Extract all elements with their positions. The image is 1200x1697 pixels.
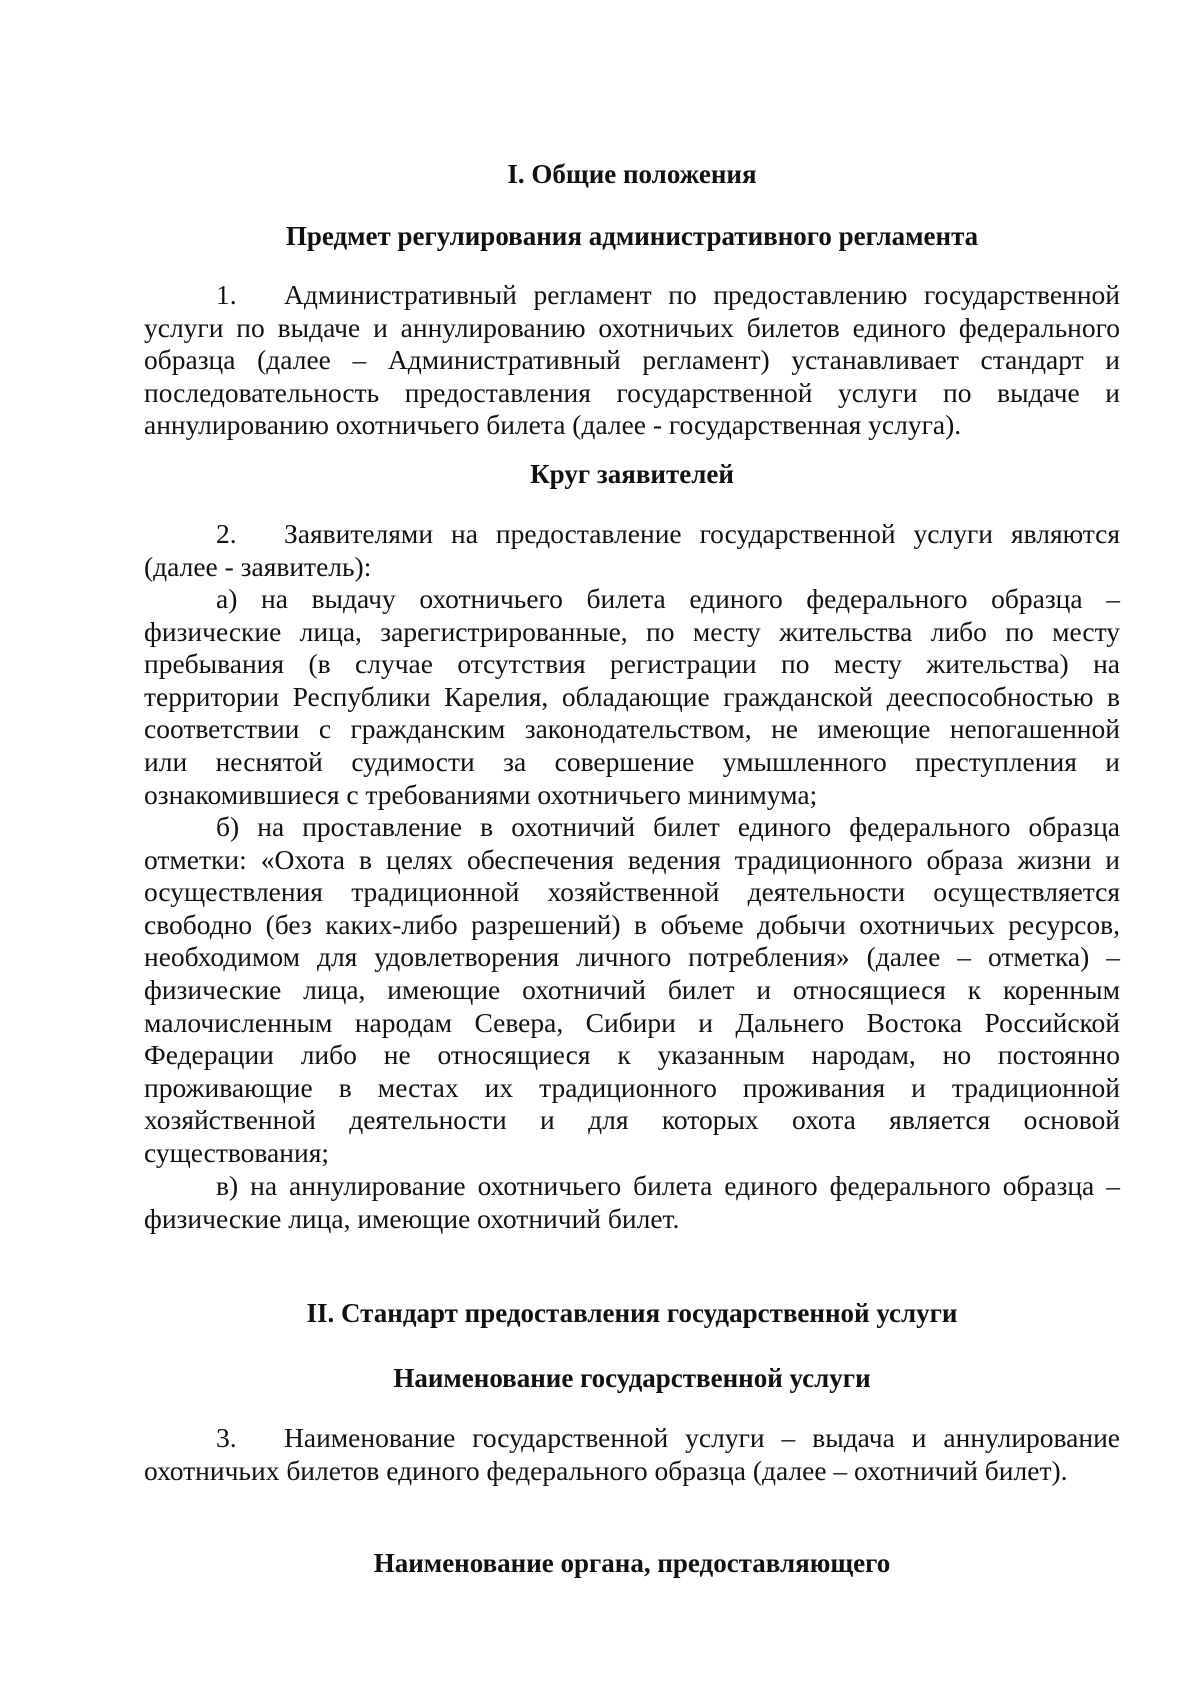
paragraph-line: малочисленным народам Севера, Сибири и Дальнего Востока Российской <box>144 1006 1120 1038</box>
subheading-subject: Предмет регулирования административного регламента <box>285 221 979 251</box>
paragraph-line: осуществления традиционной хозяйственной деятельности осуществляется <box>144 876 1120 908</box>
paragraph-line: 3. Наименование государственной услуги – выдача и аннулирование <box>216 1422 1120 1453</box>
paragraph-1 <box>144 279 1120 442</box>
paragraph-line: территории Республики Карелия, обладающие гражданской дееспособностью в <box>144 680 1120 712</box>
paragraph-line: физические лица, имеющие охотничий билет и относящиеся к коренным <box>144 973 1120 1005</box>
subparagraph-b <box>144 811 1120 1170</box>
paragraph-line: последовательность предоставления государственной услуги по выдаче и <box>144 376 1120 408</box>
paragraph-number: 2. <box>216 518 237 549</box>
subparagraph-v <box>144 1170 1120 1235</box>
paragraph-2 <box>144 518 1120 583</box>
paragraph-line: ознакомившиеся с требованиями охотничьего минимума; <box>144 778 818 810</box>
paragraph-line: аннулированию охотничьего билета (далее - государственная услуга). <box>144 409 962 441</box>
subheading-authority: Наименование органа, предоставляющего <box>373 1548 891 1578</box>
paragraph-line: (далее - заявитель): <box>144 550 372 582</box>
paragraph-line: отметки: «Охота в целях обеспечения ведения традиционного образа жизни и <box>144 843 1120 875</box>
paragraph-line: пребывания (в случае отсутствия регистрации по месту жительства) на <box>144 648 1120 680</box>
paragraph-number: 3. <box>216 1422 237 1453</box>
subheading-service-name: Наименование государственной услуги <box>393 1363 871 1393</box>
paragraph-line: свободно (без каких-либо разрешений) в объеме добычи охотничьих ресурсов, <box>144 908 1120 940</box>
paragraph-line: существования; <box>144 1136 329 1168</box>
paragraph-line: образца (далее – Административный регламент) устанавливает стандарт и <box>144 344 1120 376</box>
paragraph-line: Федерации либо не относящиеся к указанным народам, но постоянно <box>144 1039 1120 1071</box>
paragraph-line: б) на проставление в охотничий билет единого федерального образца <box>216 811 1120 842</box>
paragraph-line: услуги по выдаче и аннулированию охотничьих билетов единого федерального <box>144 311 1120 343</box>
paragraph-line: проживающие в местах их традиционного проживания и традиционной <box>144 1071 1120 1103</box>
paragraph-line: физические лица, зарегистрированные, по месту жительства либо по месту <box>144 615 1120 647</box>
section-heading-general: I. Общие положения <box>507 159 757 189</box>
paragraph-line: охотничьих билетов единого федерального образца (далее – охотничий билет). <box>144 1454 1068 1486</box>
paragraph-line: 2. Заявителями на предоставление государственной услуги являются <box>216 518 1120 549</box>
paragraph-line: необходимом для удовлетворения личного потребления» (далее – отметка) – <box>144 941 1120 973</box>
paragraph-line: физические лица, имеющие охотничий билет. <box>144 1202 680 1234</box>
paragraph-line: соответствии с гражданским законодательством, не имеющие непогашенной <box>144 713 1120 745</box>
paragraph-line: в) на аннулирование охотничьего билета единого федерального образца – <box>216 1170 1120 1201</box>
paragraph-line: или неснятой судимости за совершение умышленного преступления и <box>144 745 1120 777</box>
paragraph-line: а) на выдачу охотничьего билета единого федерального образца – <box>216 583 1120 614</box>
paragraph-line: хозяйственной деятельности и для которых охота является основой <box>144 1104 1120 1136</box>
section-heading-standard: II. Стандарт предоставления государственной услуги <box>306 1298 958 1328</box>
paragraph-3 <box>144 1422 1120 1487</box>
subheading-applicants: Круг заявителей <box>530 459 734 489</box>
subparagraph-a <box>144 583 1120 811</box>
paragraph-number: 1. <box>216 279 237 310</box>
paragraph-line: 1. Административный регламент по предоставлению государственной <box>216 279 1120 310</box>
